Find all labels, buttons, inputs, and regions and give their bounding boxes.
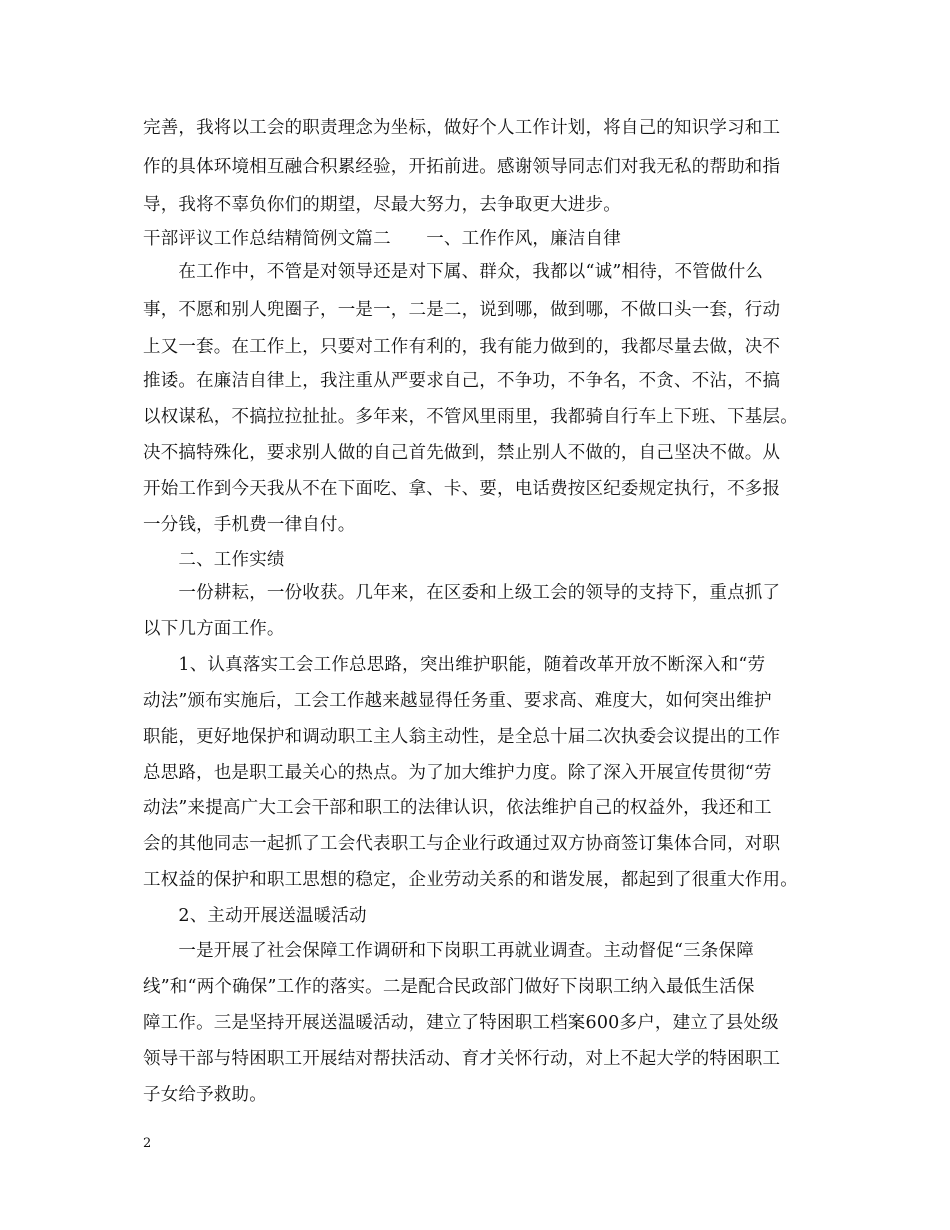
text-line: 动法”来提高广大工会干部和职工的法律认识，依法维护自己的权益外，我还和工 bbox=[143, 798, 772, 818]
text-line: 作的具体环境相互融合积累经验，开拓前进。感谢领导同志们对我无私的帮助和指 bbox=[143, 157, 781, 177]
text-line: 完善，我将以工会的职责理念为坐标，做好个人工作计划，将自己的知识学习和工 bbox=[143, 118, 781, 138]
text-line: 职能，更好地保护和调动职工主人翁主动性，是全总十届二次执委会议提出的工作 bbox=[143, 727, 781, 747]
text-line: 事，不愿和别人兜圈子，一是一，二是二，说到哪，做到哪，不做口头一套，行动 bbox=[143, 300, 781, 320]
text-line: 总思路，也是职工最关心的热点。为了加大维护力度。除了深入开展宣传贯彻“劳 bbox=[143, 763, 772, 783]
text-line: 领导干部与特困职工开展结对帮扶活动、育才关怀行动，对上不起大学的特困职工 bbox=[143, 1049, 781, 1069]
text-line: 在工作中，不管是对领导还是对下属、群众，我都以“诚”相待，不管做什么 bbox=[143, 262, 764, 282]
text-line: 决不搞特殊化，要求别人做的自己首先做到，禁止别人不做的，自己坚决不做。从 bbox=[143, 443, 781, 463]
text-line: 开始工作到今天我从不在下面吃、拿、卡、要，电话费按区纪委规定执行，不多报 bbox=[143, 479, 781, 499]
section-heading: 干部评议工作总结精简例文篇二 一、工作作风，廉洁自律 bbox=[143, 229, 621, 249]
text-line: 动法”颁布实施后，工会工作越来越显得任务重、要求高、难度大，如何突出维护 bbox=[143, 691, 772, 711]
page-number: 2 bbox=[143, 1136, 152, 1151]
text-line: 以权谋私，不搞拉拉扯扯。多年来，不管风里雨里，我都骑自行车上下班、下基层。 bbox=[143, 407, 798, 427]
text-line: 障工作。三是坚持开展送温暖活动，建立了特困职工档案600多户，建立了县处级 bbox=[143, 1013, 779, 1033]
text-line: 1、认真落实工会工作总思路，突出维护职能，随着改革开放不断深入和“劳 bbox=[143, 655, 766, 675]
text-line: 子女给予救助。 bbox=[143, 1085, 267, 1105]
text-line: 上又一套。在工作上，只要对工作有利的，我有能力做到的，我都尽量去做，决不 bbox=[143, 337, 781, 357]
text-line: 线”和“两个确保”工作的落实。二是配合民政部门做好下岗职工纳入最低生活保 bbox=[143, 977, 755, 997]
section-heading: 2、主动开展送温暖活动 bbox=[143, 906, 367, 926]
text-line: 推诿。在廉洁自律上，我注重从严要求自己，不争功，不争名，不贪、不沾，不搞 bbox=[143, 371, 781, 391]
text-line: 一份耕耘，一份收获。几年来，在区委和上级工会的领导的支持下，重点抓了 bbox=[143, 583, 781, 603]
text-line: 一是开展了社会保障工作调研和下岗职工再就业调查。主动督促“三条保障 bbox=[143, 941, 754, 961]
text-line: 以下几方面工作。 bbox=[143, 619, 285, 639]
text-line: 导，我将不辜负你们的期望，尽最大努力，去争取更大进步。 bbox=[143, 195, 621, 215]
text-line: 工权益的保护和职工思想的稳定，企业劳动关系的和谐发展，都起到了很重大作用。 bbox=[143, 870, 798, 890]
section-heading: 二、工作实绩 bbox=[143, 550, 285, 570]
text-line: 一分钱，手机费一律自付。 bbox=[143, 515, 356, 535]
text-line: 会的其他同志一起抓了工会代表职工与企业行政通过双方协商签订集体合同，对职 bbox=[143, 834, 781, 854]
